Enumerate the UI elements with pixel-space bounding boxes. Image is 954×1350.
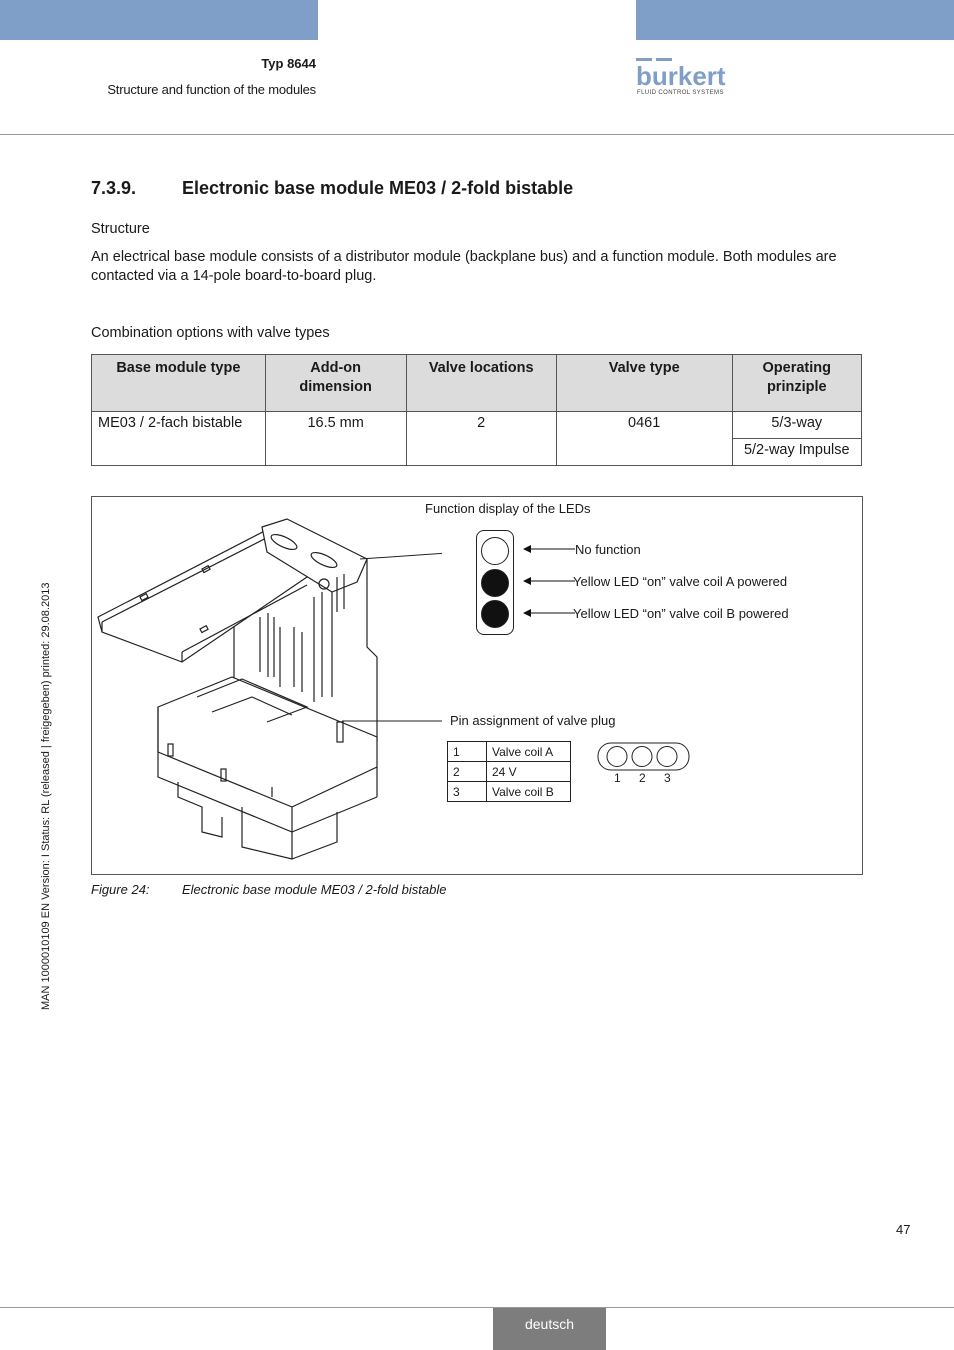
table-row xyxy=(92,412,862,439)
table-intro: Combination options with valve types xyxy=(91,325,330,341)
section-number: 7.3.9. xyxy=(91,178,137,198)
plug-pin-3: 3 xyxy=(664,771,671,785)
figure-caption-text: Electronic base module ME03 / 2-fold bistable xyxy=(182,882,447,897)
pin-function: 24 V xyxy=(487,762,571,782)
header-divider xyxy=(0,134,954,135)
svg-text:FLUID CONTROL SYSTEMS: FLUID CONTROL SYSTEMS xyxy=(637,90,724,96)
footer-divider xyxy=(0,1307,954,1308)
cell-add-on: 16.5 mm xyxy=(265,412,406,466)
led-label-1: No function xyxy=(575,542,641,557)
pin-title: Pin assignment of valve plug xyxy=(450,713,616,728)
led-indicator-2 xyxy=(481,569,509,597)
pin-function: Valve coil B xyxy=(487,782,571,802)
table-header-row xyxy=(92,355,862,412)
document-side-note: MAN 1000010109 EN Version: I Status: RL (released | freigegeben) printed: 29.08.2013 xyxy=(40,582,52,1010)
plug-pin-1: 1 xyxy=(614,771,621,785)
col-header: Valve type xyxy=(556,355,732,412)
valve-plug-icon xyxy=(597,742,691,772)
col-header: Add-on dimension xyxy=(265,355,406,412)
led-indicator-3 xyxy=(481,600,509,628)
page-number: 47 xyxy=(896,1222,911,1237)
header-section: Structure and function of the modules xyxy=(107,82,316,97)
burkert-logo xyxy=(636,58,736,98)
section-title: Electronic base module ME03 / 2-fold bistable xyxy=(182,178,574,198)
table-row xyxy=(448,762,571,782)
subheading-structure: Structure xyxy=(91,221,150,237)
doc-type: Typ 8644 xyxy=(261,56,316,71)
combination-table xyxy=(91,354,862,466)
pin-number: 2 xyxy=(448,762,487,782)
led-indicator-1 xyxy=(481,537,509,565)
col-header: Base module type xyxy=(92,355,266,412)
cell-valve-type: 0461 xyxy=(556,412,732,466)
cell-principle: 5/3-way xyxy=(732,412,861,439)
pin-number: 1 xyxy=(448,742,487,762)
header-bar-right xyxy=(636,0,954,40)
pin-table xyxy=(447,741,571,802)
language-tab: deutsch xyxy=(493,1308,606,1350)
col-header: Operating prinziple xyxy=(732,355,861,412)
leds-title: Function display of the LEDs xyxy=(425,501,591,516)
table-row xyxy=(448,742,571,762)
cell-principle: 5/2-way Impulse xyxy=(732,439,861,466)
body-paragraph: An electrical base module consists of a distributor module (backplane bus) and a function module. Both modules are contacted via a 14-pole board-to-board plug. xyxy=(91,249,837,284)
led-label-2: Yellow LED “on” valve coil A powered xyxy=(573,574,788,589)
led-label-3: Yellow LED “on” valve coil B powered xyxy=(573,606,789,621)
table-row xyxy=(448,782,571,802)
plug-pin-2: 2 xyxy=(639,771,646,785)
pin-function: Valve coil A xyxy=(487,742,571,762)
led-arrows xyxy=(520,540,575,620)
figure-caption-number: Figure 24: xyxy=(91,882,150,897)
cell-valve-locations: 2 xyxy=(406,412,556,466)
header-bar-left xyxy=(0,0,318,40)
module-drawing xyxy=(92,497,442,872)
col-header: Valve locations xyxy=(406,355,556,412)
cell-base-module: ME03 / 2-fach bistable xyxy=(92,412,266,466)
pin-number: 3 xyxy=(448,782,487,802)
svg-text:burkert: burkert xyxy=(636,61,726,91)
